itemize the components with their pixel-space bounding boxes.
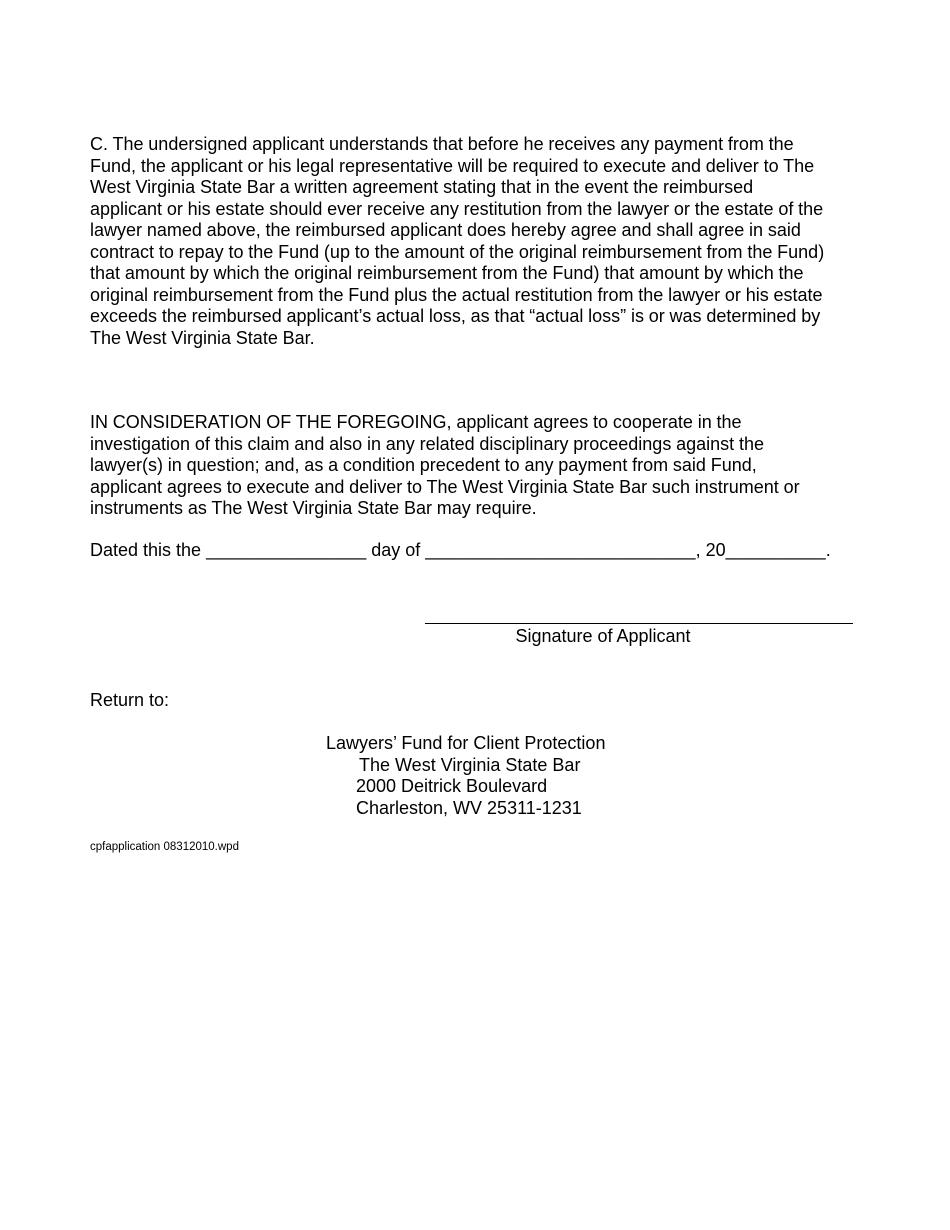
- address-line-1: Lawyers’ Fund for Client Protection: [326, 733, 606, 753]
- consideration-line: investigation of this claim and also in any related disciplinary proceedings against the: [90, 433, 764, 454]
- consideration-line: applicant agrees to execute and deliver to The West Virginia State Bar such instrument or: [90, 476, 800, 497]
- consideration-line: lawyer(s) in question; and, as a condition precedent to any payment from said Fund,: [90, 455, 757, 475]
- paragraph-c-line: that amount by which the original reimbursement from the Fund) that amount by which the: [90, 263, 804, 283]
- paragraph-c-line: applicant or his estate should ever receive any restitution from the lawyer or the estate of the: [90, 198, 824, 219]
- paragraph-c-line: The West Virginia State Bar.: [90, 327, 315, 348]
- paragraph-c-line: West Virginia State Bar a written agreement stating that in the event the reimbursed: [90, 177, 754, 197]
- paragraph-c-line: exceeds the reimbursed applicant’s actual loss, as that “actual loss” is or was determined by: [90, 306, 821, 326]
- address-line-3: 2000 Deitrick Boulevard: [356, 776, 548, 796]
- consideration-paragraph: [90, 412, 865, 520]
- signature-label: Signature of Applicant: [515, 626, 691, 646]
- paragraph-c: [90, 134, 865, 349]
- paragraph-c-line: C. The undersigned applicant understands that before he receives any payment from the: [90, 134, 794, 154]
- paragraph-c-line: original reimbursement from the Fund plus the actual restitution from the lawyer or his estate: [90, 284, 823, 305]
- footer-filename: cpfapplication 08312010.wpd: [90, 841, 239, 853]
- paragraph-c-line: lawyer named above, the reimbursed applicant does hereby agree and shall agree in said: [90, 220, 801, 240]
- paragraph-c-line: Fund, the applicant or his legal representative will be required to execute and deliver to The: [90, 155, 815, 176]
- consideration-line: instruments as The West Virginia State Bar may require.: [90, 498, 537, 518]
- return-to-label: Return to:: [90, 690, 170, 710]
- paragraph-c-line: contract to repay to the Fund (up to the amount of the original reimbursement from the Fund): [90, 241, 825, 262]
- consideration-line: IN CONSIDERATION OF THE FOREGOING, applicant agrees to cooperate in the: [90, 412, 742, 432]
- address-line-2: The West Virginia State Bar: [359, 754, 581, 775]
- signature-line[interactable]: [425, 623, 853, 624]
- address-line-4: Charleston, WV 25311-1231: [356, 797, 582, 818]
- dated-line[interactable]: Dated this the ________________ day of ___________________________, 20__________.: [90, 540, 831, 560]
